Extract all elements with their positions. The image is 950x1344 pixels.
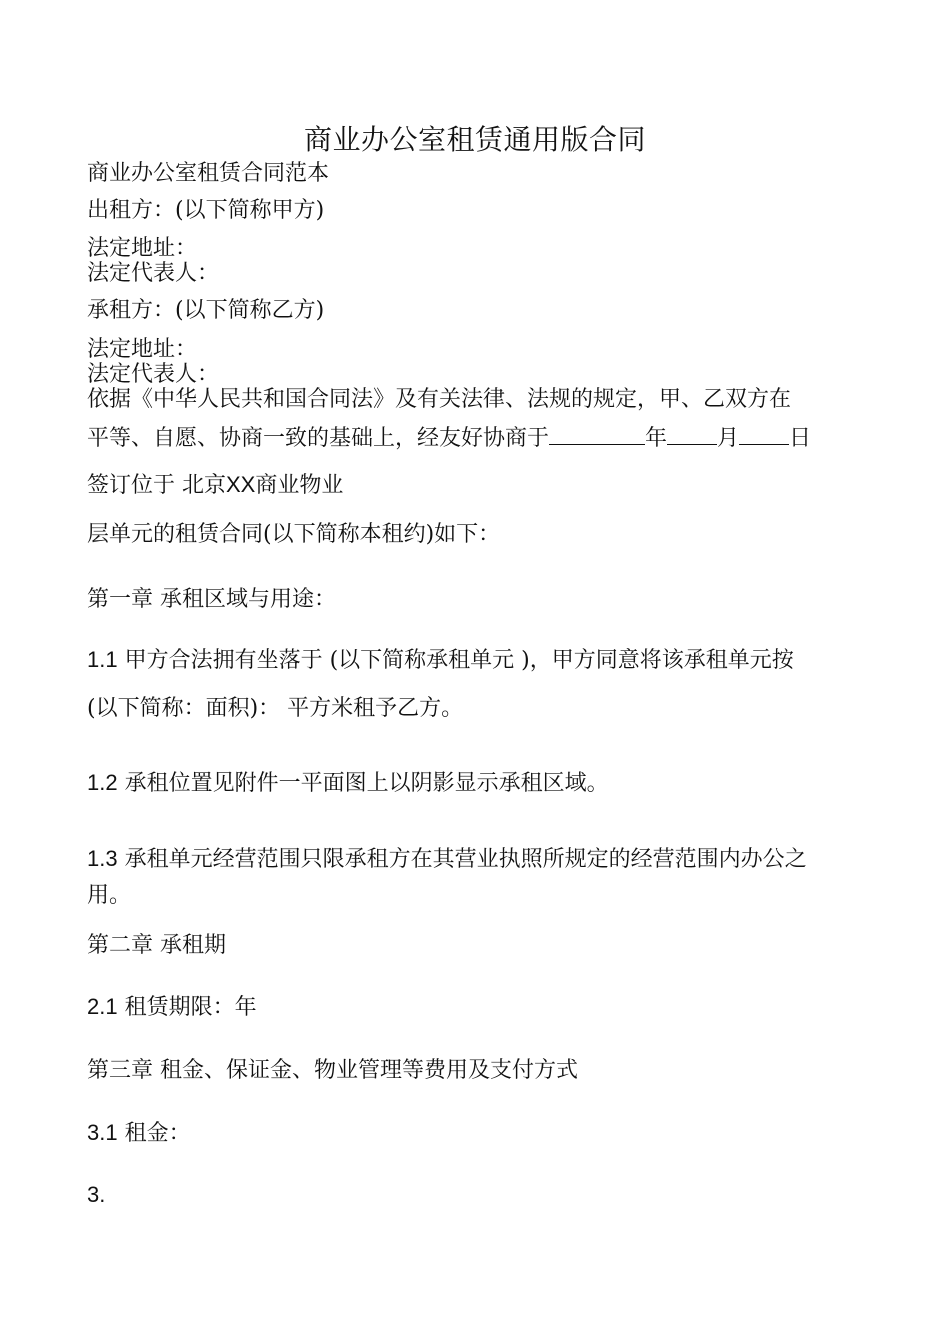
legal-basis-line-2 (87, 424, 811, 452)
day-blank (739, 424, 789, 445)
clause-1-1-line-1 (87, 647, 794, 674)
clause-number: 1.3 (87, 846, 118, 871)
clause-1-2 (87, 770, 609, 797)
unit-contract-line: 层单元的租赁合同(以下简称本租约)如下： (87, 522, 501, 547)
year-label: 年 (645, 426, 668, 451)
clause-text: 租赁期限：年 (124, 995, 257, 1020)
lessor-line: 出租方：(以下简称甲方) (87, 198, 325, 223)
year-blank (549, 424, 645, 445)
clause-2-1 (87, 994, 257, 1021)
signed-location-line (87, 472, 343, 499)
signed-location-suffix: 商业物业 (255, 473, 344, 498)
clause-text: 甲方合法拥有坐落于 (以下简称承租单元 )，甲方同意将该承租单元按 (124, 648, 794, 673)
clause-1-3-line-2: 用。 (87, 883, 132, 908)
lessor-address: 法定地址： (87, 236, 198, 261)
month-blank (667, 424, 717, 445)
chapter-1-heading: 第一章 承租区域与用途： (87, 587, 336, 612)
subtitle: 商业办公室租赁合同范本 (87, 161, 330, 186)
document-title: 商业办公室租赁通用版合同 (303, 123, 646, 156)
chapter-3-heading: 第三章 租金、保证金、物业管理等费用及支付方式 (87, 1058, 578, 1083)
day-label: 日 (789, 426, 812, 451)
month-label: 月 (717, 426, 740, 451)
lessee-representative: 法定代表人： (87, 362, 220, 387)
clause-number: 3.1 (87, 1120, 118, 1145)
clause-3-1 (87, 1120, 191, 1147)
lessee-address: 法定地址： (87, 337, 198, 362)
clause-number: 1.2 (87, 770, 118, 795)
lessee-line: 承租方：(以下简称乙方) (87, 298, 325, 323)
clause-number: 2.1 (87, 994, 118, 1019)
clause-number: 1.1 (87, 647, 118, 672)
legal-basis-line-1: 依据《中华人民共和国合同法》及有关法律、法规的规定，甲、乙双方在 (87, 387, 792, 412)
clause-text: 承租单元经营范围只限承租方在其营业执照所规定的经营范围内办公之 (124, 847, 807, 872)
clause-text: 租金： (124, 1121, 191, 1146)
clause-1-1-line-2: (以下简称：面积)： 平方米租予乙方。 (87, 696, 464, 721)
clause-text: 承租位置见附件一平面图上以阴影显示承租区域。 (124, 771, 609, 796)
clause-3-partial: 3. (87, 1182, 106, 1207)
signed-location-prefix: 签订位于 北京 (87, 473, 226, 498)
legal-basis-text: 平等、自愿、协商一致的基础上，经友好协商于 (87, 426, 550, 451)
chapter-2-heading: 第二章 承租期 (87, 933, 226, 958)
lessor-representative: 法定代表人： (87, 261, 220, 286)
signed-location-xx: XX (226, 472, 256, 497)
clause-1-3-line-1 (87, 846, 807, 873)
